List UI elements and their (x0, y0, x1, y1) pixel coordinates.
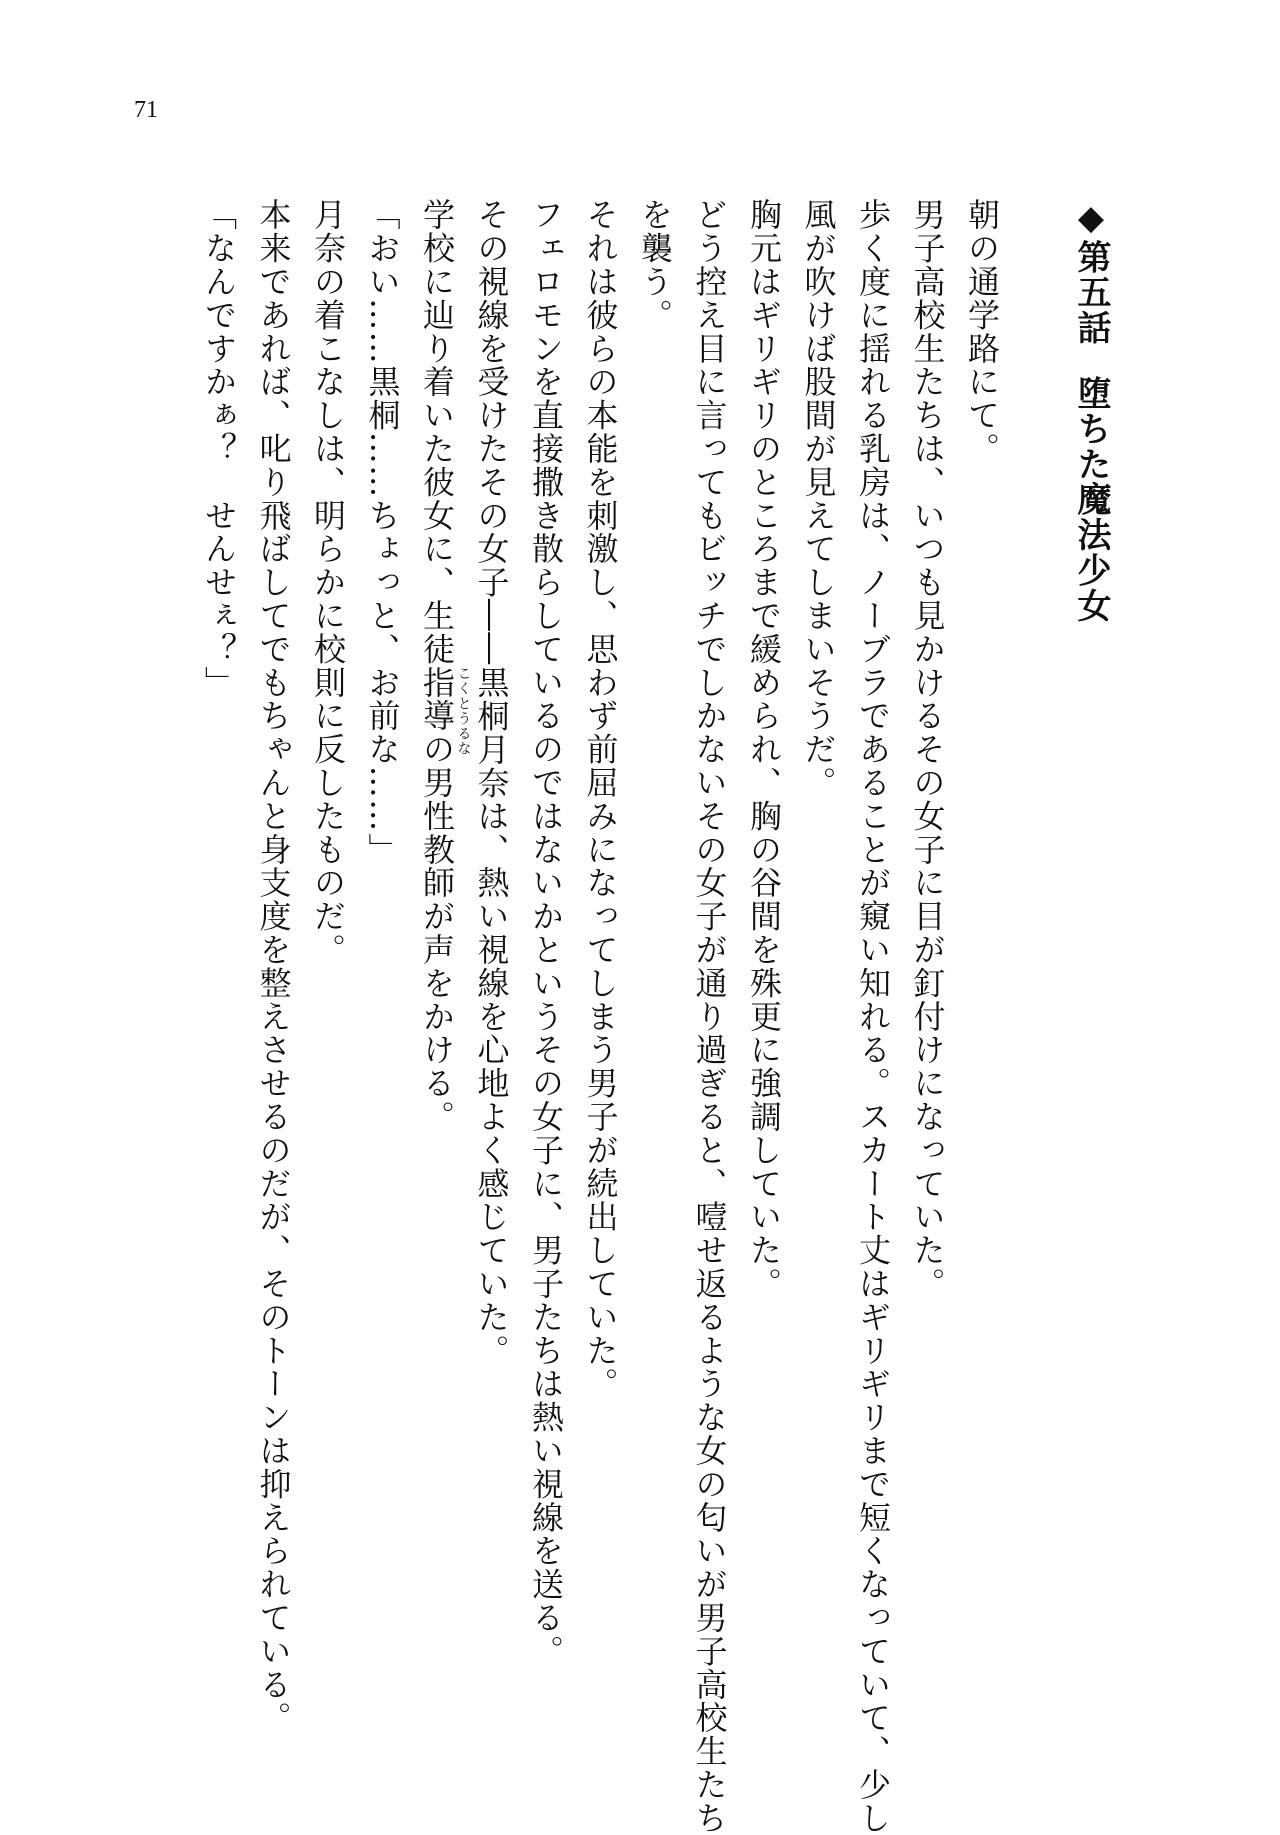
text-line: フェロモンを直接撒き散らしているのではないかというその女子に、男子たちは熱い視線を送る。 (527, 198, 565, 1668)
ruby-reading: こくとうるな (455, 665, 472, 756)
dialogue-line: 「おい……黒桐……ちょっと、お前な……」 (363, 198, 402, 866)
episode-title: 堕ちた魔法少女 (1071, 375, 1111, 624)
text-line: 月奈の着こなしは、明らかに校則に反したものだ。 (309, 198, 347, 967)
text-line: どう控え目に言ってもビッチでしかないその女子が通り過ぎると、噎せ返るような女の匂いが男子高校生たち (690, 198, 729, 1835)
text-line: 胸元はギリギリのところまで緩められ、胸の谷間を殊更に強調していた。 (745, 198, 783, 1301)
chapter-title (1064, 198, 1119, 1758)
text-line: 男子高校生たちは、いつも見かけるその女子に目が釘付けになっていた。 (908, 198, 947, 1301)
ruby-base: 黒桐月奈 (472, 665, 511, 800)
text-line: 学校に辿り着いた彼女に、生徒指導の男性教師が声をかける。 (418, 198, 456, 1134)
title-gap (1009, 198, 1064, 1758)
text-line-with-ruby (455, 198, 519, 1758)
title-marker: ◆ (1071, 198, 1111, 240)
name-with-ruby (455, 665, 511, 800)
page-number: 71 (134, 97, 158, 123)
episode-label: 第五話 (1071, 239, 1111, 346)
ruby-line-before: その視線を受けたその女子―― (472, 198, 511, 666)
text-line: 本来であれば、叱り飛ばしてでもちゃんと身支度を整えさせるのだが、そのトーンは抑えられている。 (254, 198, 293, 1735)
text-line: 風が吹けば股間が見えてしまいそうだ。 (799, 198, 838, 800)
dialogue-line: 「なんですかぁ？ せんせぇ？」 (200, 198, 238, 699)
body-text (192, 198, 1119, 1835)
text-line: 朝の通学路にて。 (963, 198, 1001, 466)
text-line: を襲う。 (636, 198, 674, 332)
text-line: それは彼らの本能を刺激し、思わず前屈みになってしまう男子が続出していた。 (581, 198, 620, 1401)
ruby-line-after: は、熱い視線を心地よく感じていた。 (472, 799, 511, 1368)
text-line: 歩く度に揺れる乳房は、ノーブラであることが窺い知れる。スカート丈はギリギリまで短くなっていて、少し (854, 198, 892, 1835)
